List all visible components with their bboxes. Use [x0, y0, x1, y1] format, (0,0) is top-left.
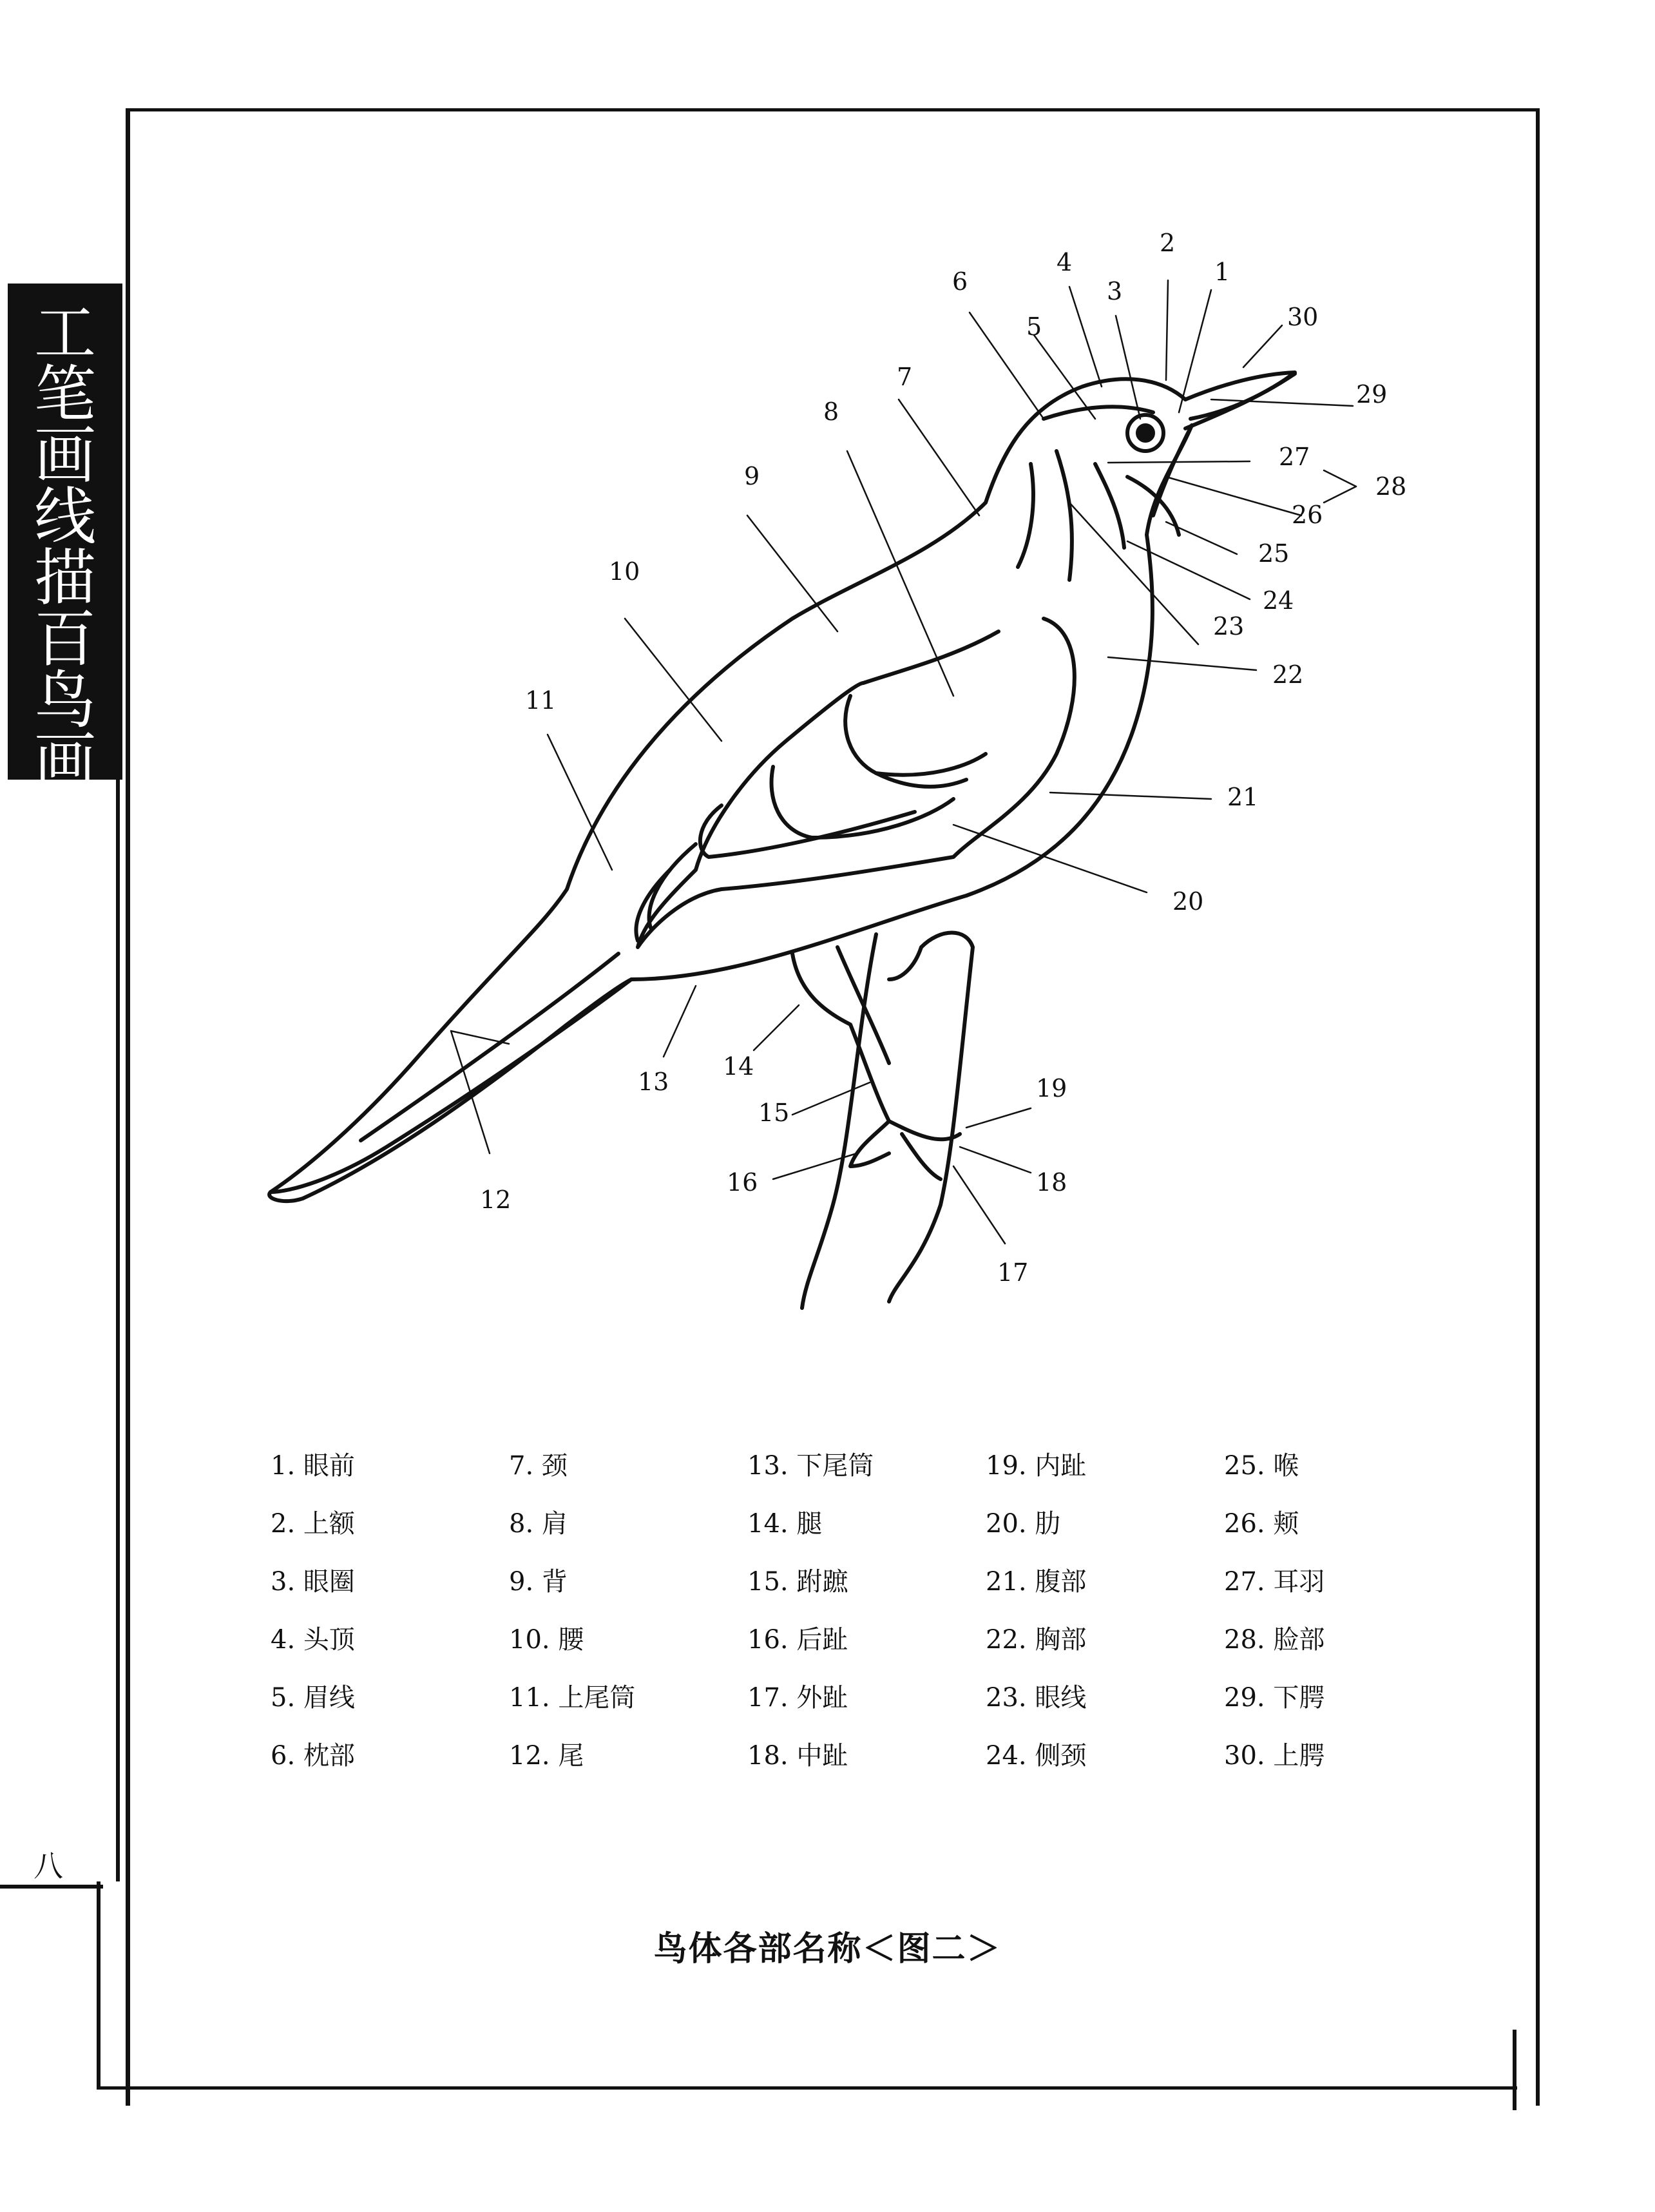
diagram-label-13: 13	[638, 1068, 669, 1096]
diagram-label-16: 16	[727, 1168, 758, 1197]
legend-column-3	[747, 1450, 960, 1798]
legend-item-16: 16. 后趾	[747, 1625, 848, 1655]
diagram-label-2: 2	[1160, 229, 1176, 257]
legend-item-9: 9. 背	[509, 1567, 568, 1597]
legend-item-1: 1. 眼前	[271, 1451, 355, 1481]
diagram-numbers	[480, 229, 1406, 1287]
legend-item-29: 29. 下腭	[1224, 1683, 1325, 1713]
page-number: 八	[33, 1849, 63, 1883]
side-title: 工笔画线描百鸟画谱	[34, 297, 96, 859]
diagram-label-14: 14	[723, 1052, 754, 1081]
diagram-label-10: 10	[609, 557, 640, 586]
bird-drawing	[269, 372, 1295, 1201]
diagram-label-23: 23	[1213, 612, 1245, 640]
diagram-label-24: 24	[1263, 586, 1294, 615]
legend-item-11: 11. 上尾筒	[509, 1683, 636, 1713]
legend-item-3: 3. 眼圈	[271, 1567, 355, 1597]
legend-item-26: 26. 颊	[1224, 1509, 1299, 1539]
diagram-label-21: 21	[1227, 783, 1259, 811]
legend-column-1	[271, 1450, 483, 1798]
diagram-label-29: 29	[1356, 380, 1388, 409]
diagram-label-5: 5	[1026, 313, 1042, 341]
legend-item-21: 21. 腹部	[986, 1567, 1087, 1597]
legend-item-24: 24. 侧颈	[986, 1741, 1087, 1771]
diagram-label-25: 25	[1258, 539, 1290, 568]
legend-item-6: 6. 枕部	[271, 1741, 355, 1771]
legend-item-22: 22. 胸部	[986, 1625, 1087, 1655]
diagram-label-11: 11	[525, 686, 557, 715]
legend-item-13: 13. 下尾筒	[747, 1451, 874, 1481]
diagram-label-3: 3	[1107, 277, 1123, 305]
diagram-label-6: 6	[952, 267, 968, 296]
legend-item-8: 8. 肩	[509, 1509, 568, 1539]
legend-item-25: 25. 喉	[1224, 1451, 1299, 1481]
legend-item-12: 12. 尾	[509, 1741, 584, 1771]
legend-item-15: 15. 跗蹠	[747, 1567, 848, 1597]
diagram-label-27: 27	[1279, 443, 1310, 471]
legend-item-27: 27. 耳羽	[1224, 1567, 1325, 1597]
diagram-label-22: 22	[1272, 660, 1304, 689]
diagram-label-19: 19	[1036, 1074, 1067, 1102]
part-name-legend	[271, 1450, 1392, 1798]
legend-item-28: 28. 脸部	[1224, 1625, 1325, 1655]
diagram-label-20: 20	[1172, 887, 1204, 916]
legend-item-14: 14. 腿	[747, 1509, 823, 1539]
legend-item-7: 7. 颈	[509, 1451, 568, 1481]
diagram-label-26: 26	[1292, 501, 1323, 529]
legend-item-4: 4. 头顶	[271, 1625, 355, 1655]
diagram-label-18: 18	[1036, 1168, 1067, 1197]
legend-item-19: 19. 内趾	[986, 1451, 1087, 1481]
diagram-label-12: 12	[480, 1186, 512, 1214]
legend-item-5: 5. 眉线	[271, 1683, 355, 1713]
legend-item-18: 18. 中趾	[747, 1741, 848, 1771]
leader-lines	[451, 280, 1356, 1244]
legend-item-17: 17. 外趾	[747, 1683, 848, 1713]
legend-item-20: 20. 肋	[986, 1509, 1061, 1539]
legend-column-4	[986, 1450, 1198, 1798]
diagram-label-30: 30	[1287, 303, 1319, 331]
diagram-label-28: 28	[1375, 472, 1407, 501]
legend-item-23: 23. 眼线	[986, 1683, 1087, 1713]
diagram-label-15: 15	[758, 1099, 790, 1127]
legend-item-30: 30. 上腭	[1224, 1741, 1325, 1771]
legend-column-2	[509, 1450, 722, 1798]
diagram-label-8: 8	[823, 398, 839, 426]
diagram-label-7: 7	[897, 363, 913, 391]
diagram-label-9: 9	[744, 462, 760, 490]
legend-column-5	[1224, 1450, 1437, 1798]
diagram-label-4: 4	[1057, 248, 1073, 276]
diagram-label-1: 1	[1214, 258, 1230, 286]
legend-item-10: 10. 腰	[509, 1625, 584, 1655]
figure-caption: 鸟体各部名称＜图二＞	[653, 1929, 1002, 1968]
legend-item-2: 2. 上额	[271, 1509, 355, 1539]
diagram-label-17: 17	[997, 1258, 1029, 1287]
